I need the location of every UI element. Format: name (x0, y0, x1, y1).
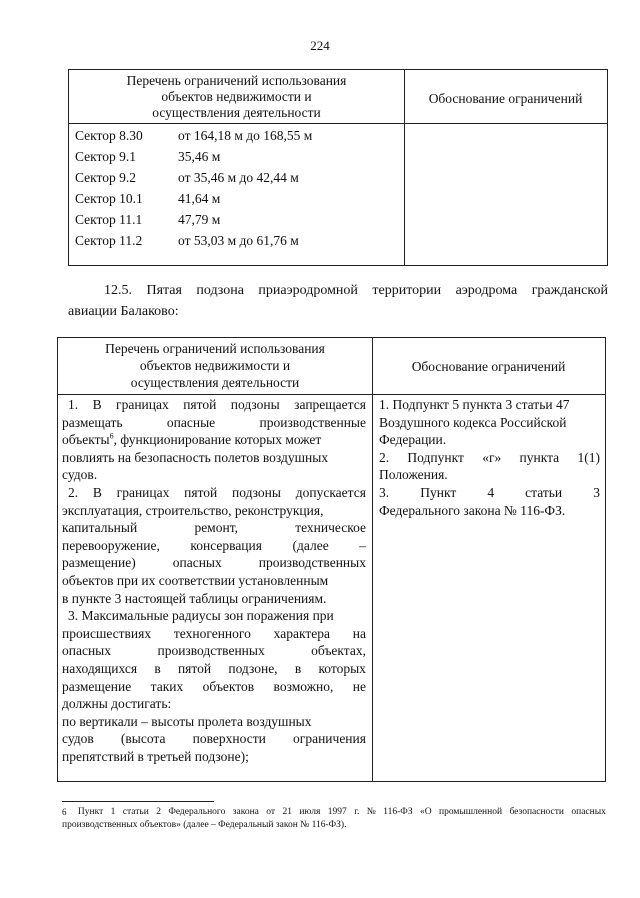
word: капитальный (62, 520, 138, 536)
word: 1. (68, 397, 79, 412)
sector-rows (75, 125, 400, 251)
paragraph-line: авиации Балаково: (68, 304, 179, 319)
word: 1 (110, 807, 116, 817)
text-line (62, 537, 366, 555)
sector-name: Сектор 9.2 (75, 170, 137, 185)
word: объектов (202, 678, 255, 694)
header-line: объектов недвижимости и (139, 358, 291, 373)
word: , функционирование которых может (113, 432, 322, 448)
header-divider (69, 123, 607, 124)
text-line: повлиять на безопасность полетов воздушных (62, 449, 329, 465)
text-line: Положения. (379, 467, 448, 483)
word: допускается (295, 484, 366, 500)
footnote-line (62, 806, 606, 819)
sector-row (75, 146, 400, 167)
word: 1997 (327, 807, 347, 817)
sector-name: Сектор 11.2 (75, 233, 143, 248)
word: В (92, 397, 102, 412)
text-line: в пункте 3 настоящей таблицы ограничениям. (62, 590, 327, 606)
word: – (359, 537, 366, 553)
word: Федерального (168, 807, 226, 817)
word: промышленной (438, 807, 503, 817)
text-line (62, 625, 366, 643)
sector-height: от 164,18 м до 168,55 м (178, 128, 313, 143)
word: которых (318, 660, 366, 676)
text-line (62, 414, 366, 432)
text-line: 1. Подпункт 5 пункта 3 статьи 47 (379, 397, 570, 412)
word: гражданской (531, 283, 608, 298)
text-line (62, 660, 366, 678)
word: 2. (379, 449, 390, 465)
word: аэродрома (455, 283, 518, 298)
page-number: 224 (310, 38, 330, 53)
word: № (366, 807, 376, 817)
sector-row (75, 167, 400, 188)
word: статьи (122, 807, 149, 817)
text-line (62, 554, 366, 572)
sector-height: 47,79 м (178, 212, 221, 227)
word: пятой (183, 397, 217, 412)
column-divider (372, 338, 373, 781)
word: опасных (571, 807, 606, 817)
section-paragraph (68, 280, 608, 322)
word: на (352, 625, 366, 641)
word: «О (419, 807, 432, 817)
word: приаэродромной (258, 283, 358, 298)
word: (высота (120, 731, 166, 747)
text-line: эксплуатация, строительство, реконструкция, (62, 502, 324, 518)
word: от (266, 807, 276, 817)
header-line: Перечень ограничений использования (105, 341, 325, 356)
header-restrictions-list (58, 340, 372, 391)
text-line (62, 678, 366, 696)
footnote-mark: 6 (62, 807, 67, 817)
sector-row (75, 125, 400, 146)
word: производственных (157, 643, 265, 659)
word: размещать (62, 414, 123, 430)
restrictions-text (62, 396, 366, 765)
word: ограничения (293, 731, 366, 747)
text-line (379, 484, 600, 502)
sector-name: Сектор 10.1 (75, 191, 143, 206)
word: безопасности (509, 807, 564, 817)
word: объекты (62, 432, 110, 448)
word: пятой (184, 484, 218, 500)
word: возможно, (273, 678, 334, 694)
word: опасные (166, 414, 216, 430)
text-line: по вертикали – высоты пролета воздушных (62, 713, 312, 729)
sector-height: от 35,46 м до 42,44 м (178, 170, 299, 185)
header-line: Перечень ограничений использования (126, 73, 347, 88)
text-line: Воздушного кодекса Российской (379, 414, 567, 430)
word: территории (372, 283, 442, 298)
word: в (154, 660, 161, 676)
sector-name: Сектор 11.1 (75, 212, 143, 227)
word: подзоне, (228, 660, 278, 676)
word: техническое (295, 520, 366, 536)
word: 21 (282, 807, 292, 817)
word: размещение (62, 678, 132, 694)
header-divider (58, 394, 605, 395)
sector-row (75, 230, 400, 251)
word: запрещается (294, 397, 366, 412)
sector-row (75, 188, 400, 209)
text-line (62, 484, 366, 502)
text-line (379, 449, 600, 467)
word: (далее (292, 537, 329, 553)
text-line: объектов при их соответствии установленным (62, 572, 329, 588)
word: 4 (487, 484, 495, 500)
sector-name: Сектор 8.30 (75, 128, 143, 143)
word: происшествиях (62, 625, 152, 641)
word: статьи (525, 484, 563, 500)
word: опасных (172, 555, 222, 571)
sector-name: Сектор 9.1 (75, 149, 137, 164)
word: июля (299, 807, 321, 817)
text-line: Федерального закона № 116-ФЗ. (379, 502, 566, 518)
word: 1(1) (577, 449, 600, 465)
restrictions-table-sectors (68, 69, 608, 266)
word: производственных (258, 555, 366, 571)
word: судов (62, 731, 94, 747)
word: 12.5. (104, 283, 132, 298)
word: поверхности (192, 731, 266, 747)
word: пункта (519, 449, 560, 465)
word: консервация (190, 537, 262, 553)
header-line: осуществления деятельности (130, 375, 300, 390)
footnote-separator (62, 801, 214, 802)
word: не (352, 678, 366, 694)
word: закона (232, 807, 259, 817)
word: подзоны (230, 397, 280, 412)
word: ремонт, (194, 520, 238, 536)
word: 2 (156, 807, 161, 817)
word: подзоны (232, 484, 281, 500)
word: 116-ФЗ (383, 807, 413, 817)
word: производственные (259, 414, 366, 430)
word: объектах, (311, 643, 366, 659)
footnote-line: производственных объектов» (далее – Федеральный закон № 116-ФЗ). (62, 820, 347, 830)
word: находящихся (62, 660, 138, 676)
text-line: препятствий в третьей подзоне); (62, 748, 249, 764)
word: В (92, 484, 102, 500)
text-line (62, 730, 366, 748)
word: в (294, 660, 302, 676)
word: характера (273, 625, 330, 641)
text-line: должны достигать: (62, 696, 172, 712)
word: опасных (62, 643, 112, 659)
header-justification: Обоснование ограничений (411, 359, 566, 374)
word: г. (354, 807, 360, 817)
header-justification: Обоснование ограничений (428, 91, 583, 106)
restrictions-table-fifth-subzone (57, 337, 606, 782)
text-line (62, 642, 366, 660)
justification-text (379, 396, 600, 519)
text-line: судов. (62, 467, 98, 483)
text-line: Федерации. (379, 432, 447, 448)
sector-row (75, 209, 400, 230)
word: Пятая (146, 283, 182, 298)
word: Пункт (77, 807, 104, 817)
word: 2. (68, 484, 79, 500)
word: размещение) (62, 555, 136, 571)
text-line (62, 431, 366, 449)
word: пятой (177, 660, 212, 676)
text-line: 3. Максимальные радиусы зон поражения при (68, 608, 334, 624)
word: таких (150, 678, 184, 694)
word: техногенного (173, 625, 251, 641)
footnote (62, 806, 606, 832)
text-line (62, 396, 366, 414)
sector-height: от 53,03 м до 61,76 м (178, 233, 299, 248)
header-line: осуществления деятельности (152, 105, 321, 120)
header-restrictions-list (69, 73, 404, 121)
sector-height: 35,46 м (178, 149, 221, 164)
word: Подпункт (407, 449, 464, 465)
word: перевооружение, (62, 537, 160, 553)
word: Пункт (420, 484, 457, 500)
text-line (62, 519, 366, 537)
word: 3. (379, 484, 390, 500)
sector-height: 41,64 м (178, 191, 221, 206)
paragraph-line (68, 280, 608, 301)
word: «г» (482, 449, 502, 465)
footnote-ref: 6 (109, 431, 114, 441)
word: границах (116, 484, 170, 500)
word: подзона (196, 283, 244, 298)
word: 3 (593, 484, 600, 500)
header-line: объектов недвижимости и (161, 89, 312, 104)
word: границах (116, 397, 169, 412)
